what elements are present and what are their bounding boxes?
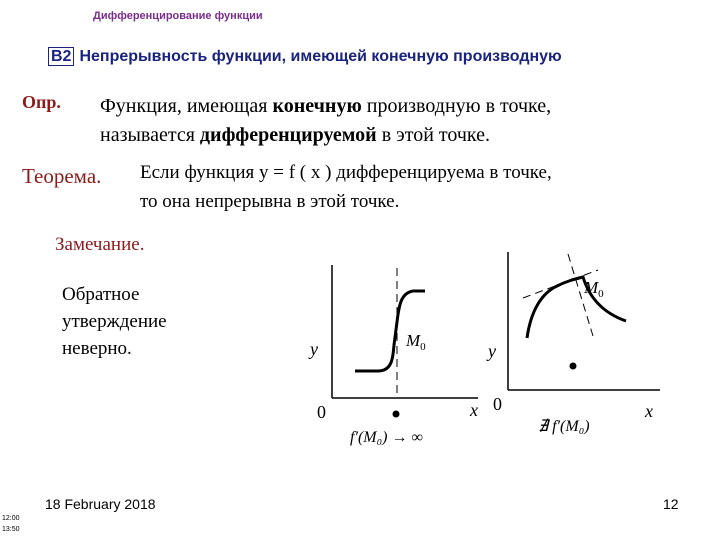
- point-marker: [570, 363, 577, 370]
- definition-line-2-start: называется: [100, 124, 200, 146]
- slide-header: Дифференцирование функции: [93, 10, 263, 22]
- y-axis-label: y: [310, 339, 318, 359]
- remark-line: неверно.: [62, 338, 132, 359]
- definition-keyword-finite: конечную: [272, 95, 362, 117]
- graph-right: [486, 252, 660, 435]
- point-name: M: [584, 278, 599, 297]
- derivative-caption: f′(M₀) → ∞: [350, 429, 423, 446]
- definition-label: Опр.: [22, 92, 61, 112]
- point-subscript: 0: [420, 341, 426, 353]
- point-label: [405, 331, 426, 353]
- x-axis-label: x: [645, 401, 653, 421]
- function-curve-with-corner: [527, 277, 626, 338]
- theorem-label: Теорема.: [22, 164, 102, 188]
- time-label: 12:00: [2, 515, 20, 522]
- derivative-caption: ∄ f′(M₀): [538, 418, 590, 435]
- y-axis-label: y: [488, 341, 496, 361]
- graph-left: [308, 265, 478, 446]
- point-name: M: [406, 331, 421, 350]
- point-marker: [393, 411, 400, 418]
- remark-line: утверждение: [62, 311, 167, 332]
- point-label: [583, 278, 604, 300]
- footer-date: 18 February 2018: [45, 496, 156, 512]
- definition-line-1-end: производную в точке,: [361, 95, 552, 117]
- definition-keyword-differentiable: дифференцируемой: [199, 124, 377, 146]
- section-id: В2: [48, 47, 74, 66]
- time-label: 13:50: [2, 526, 20, 533]
- point-subscript: 0: [598, 288, 604, 300]
- origin-label: 0: [317, 402, 326, 422]
- theorem-line-2: то она непрерывна в этой точке.: [140, 191, 400, 212]
- theorem-line-1: Если функция y = f ( x ) дифференцируема в точке,: [140, 162, 552, 183]
- section-title-text: Непрерывность функции, имеющей конечную производную: [79, 48, 562, 65]
- definition-line-2-end: в этой точке.: [376, 124, 491, 146]
- page-number: 12: [663, 496, 679, 512]
- remark-line: Обратное: [62, 284, 140, 305]
- origin-label: 0: [493, 394, 502, 414]
- x-axis-label: x: [470, 400, 478, 420]
- remark-label: Замечание.: [55, 234, 145, 255]
- definition-line-1-start: Функция, имеющая: [100, 95, 273, 117]
